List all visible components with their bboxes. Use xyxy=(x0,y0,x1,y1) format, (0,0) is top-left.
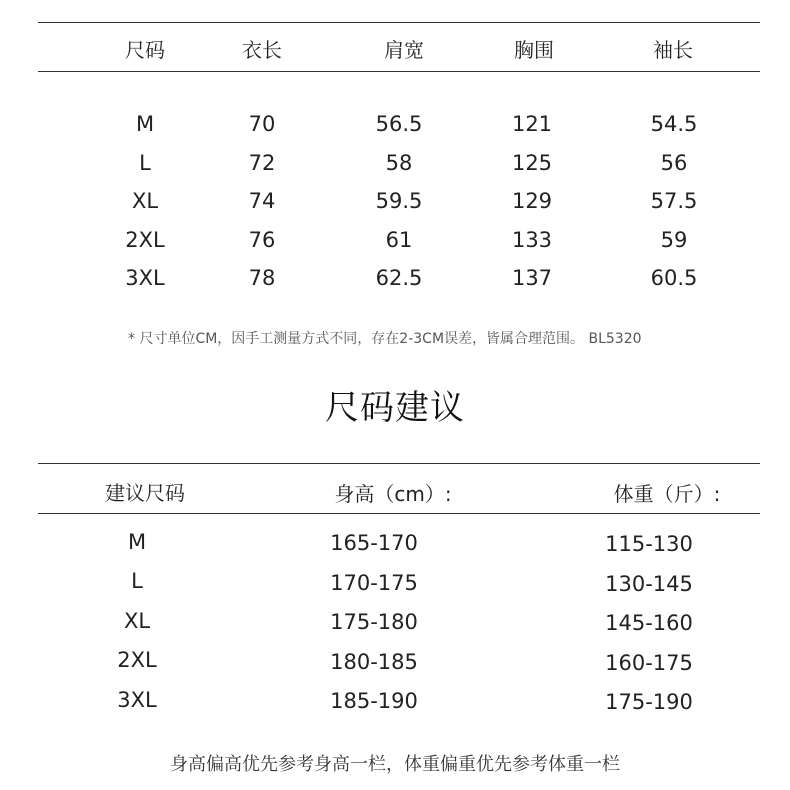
shoulder-header: 肩宽 xyxy=(384,38,424,62)
table-row-chest: 129 xyxy=(511,189,553,213)
table-row-weight: 115-130 xyxy=(605,532,693,556)
table-row-length: 76 xyxy=(248,228,276,252)
table-row-chest: 125 xyxy=(511,151,553,175)
table-row-size: XL xyxy=(131,189,159,213)
table-row-chest: 121 xyxy=(511,112,553,136)
table-row-height: 165-170 xyxy=(330,531,418,555)
table-row-size: 3XL xyxy=(117,688,157,712)
recommend-table-top-rule xyxy=(38,463,760,464)
table-row-size: 2XL xyxy=(117,648,157,672)
recommend-size-header: 建议尺码 xyxy=(105,481,185,505)
table-row-height: 170-175 xyxy=(330,571,418,595)
table-row-shoulder: 58 xyxy=(385,151,413,175)
weight-header: 体重（斤）: xyxy=(613,482,721,506)
recommend-table-header-rule xyxy=(38,513,760,514)
table-row-sleeve: 59 xyxy=(660,228,688,252)
table-row-chest: 133 xyxy=(511,228,553,252)
table-row-sleeve: 57.5 xyxy=(650,189,698,213)
section-title: 尺码建议 xyxy=(325,388,465,428)
table-row-sleeve: 60.5 xyxy=(650,266,698,290)
table-row-length: 74 xyxy=(248,189,276,213)
table-row-weight: 160-175 xyxy=(605,651,693,675)
size-header: 尺码 xyxy=(125,38,165,62)
size-table-top-rule xyxy=(38,22,760,23)
table-row-size: M xyxy=(127,530,147,554)
table-row-shoulder: 62.5 xyxy=(375,266,423,290)
table-row-shoulder: 59.5 xyxy=(375,189,423,213)
chest-header: 胸围 xyxy=(514,38,554,62)
size-table-header-rule xyxy=(38,71,760,72)
table-row-size: M xyxy=(135,112,155,136)
height-header: 身高（cm）: xyxy=(334,482,452,506)
measurement-note: * 尺寸单位CM，因手工测量方式不同，存在2-3CM误差，皆属合理范围。 BL5320 xyxy=(128,331,642,347)
table-row-height: 175-180 xyxy=(330,610,418,634)
table-row-length: 70 xyxy=(248,112,276,136)
table-row-size: XL xyxy=(123,609,151,633)
footer-note: 身高偏高优先参考身高一栏，体重偏重优先参考体重一栏 xyxy=(170,754,620,775)
table-row-size: L xyxy=(139,151,151,175)
table-row-chest: 137 xyxy=(511,266,553,290)
table-row-weight: 130-145 xyxy=(605,572,693,596)
sleeve-header: 袖长 xyxy=(653,38,693,62)
table-row-size: 3XL xyxy=(125,266,165,290)
table-row-weight: 175-190 xyxy=(605,690,693,714)
table-row-height: 185-190 xyxy=(330,689,418,713)
table-row-weight: 145-160 xyxy=(605,611,693,635)
table-row-length: 78 xyxy=(248,266,276,290)
table-row-sleeve: 56 xyxy=(660,151,688,175)
table-row-size: L xyxy=(131,569,143,593)
table-row-shoulder: 61 xyxy=(385,228,413,252)
table-row-shoulder: 56.5 xyxy=(375,112,423,136)
table-row-sleeve: 54.5 xyxy=(650,112,698,136)
table-row-height: 180-185 xyxy=(330,650,418,674)
table-row-length: 72 xyxy=(248,151,276,175)
length-header: 衣长 xyxy=(242,38,282,62)
table-row-size: 2XL xyxy=(125,228,165,252)
